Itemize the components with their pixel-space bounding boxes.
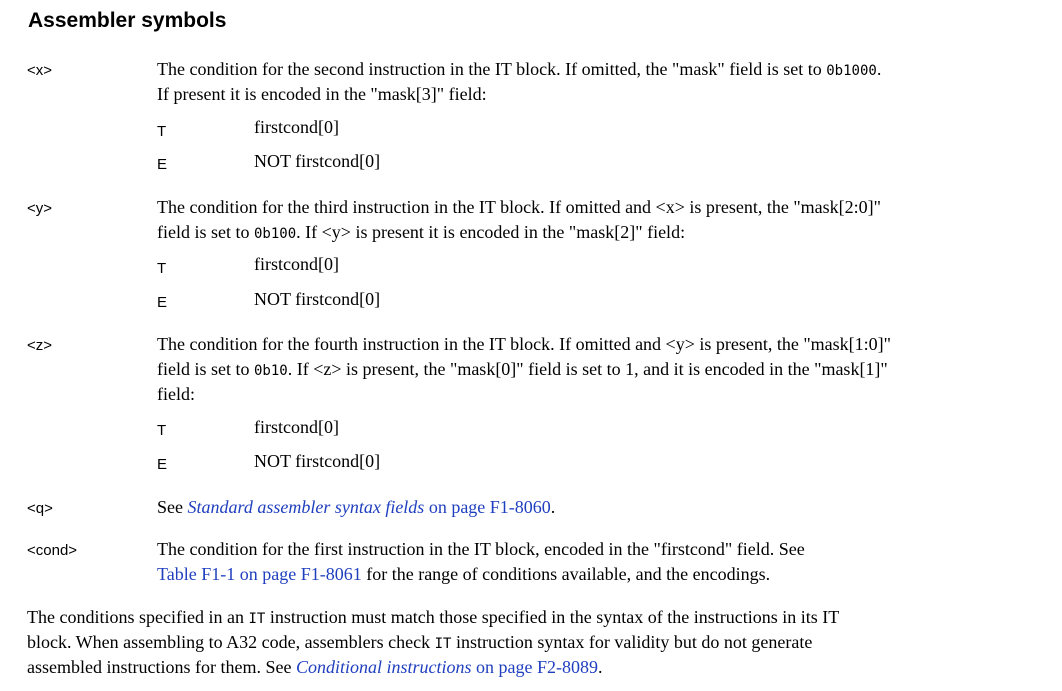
symbol-z-name: <z> <box>27 337 53 354</box>
symbol-x-name: <x> <box>27 62 53 79</box>
symbol-x-e-letter: E <box>157 156 168 173</box>
symbol-cond-name: <cond> <box>27 542 78 559</box>
symbol-z-desc-line1: The condition for the fourth instruction in the IT block. If omitted and <y> is present, the "mask[1:0]" <box>157 334 892 354</box>
symbol-x-desc-line2: If present it is encoded in the "mask[3]" field: <box>157 84 487 104</box>
symbol-z-t-value: firstcond[0] <box>254 417 339 437</box>
code-literal: 0b100 <box>254 226 297 242</box>
symbol-y-e-value: NOT firstcond[0] <box>254 289 381 309</box>
code-literal: IT <box>434 636 452 652</box>
paragraph-line2: block. When assembling to A32 code, assemblers check IT instruction syntax for validity but do not generate <box>27 632 813 652</box>
standard-syntax-fields-link[interactable]: Standard assembler syntax fields <box>187 497 425 517</box>
symbol-q-name: <q> <box>27 500 53 517</box>
code-literal: IT <box>248 611 266 627</box>
symbol-x-t-letter: T <box>157 123 167 140</box>
symbol-y-e-letter: E <box>157 294 168 311</box>
symbol-x-t-value: firstcond[0] <box>254 117 339 137</box>
conditional-instructions-page-link[interactable]: on page F2-8089 <box>471 657 598 677</box>
symbol-y-desc-line2: field is set to 0b100. If <y> is present it is encoded in the "mask[2]" field: <box>157 222 686 242</box>
code-literal: 0b10 <box>254 363 288 379</box>
section-heading: Assembler symbols <box>28 9 227 32</box>
symbol-y-t-letter: T <box>157 260 167 277</box>
paragraph-line3: assembled instructions for them. See Conditional instructions on page F2-8089. <box>27 657 603 677</box>
symbol-z-e-value: NOT firstcond[0] <box>254 451 381 471</box>
symbol-y-desc-line1: The condition for the third instruction in the IT block. If omitted and <x> is present, the "mask[2:0]" <box>157 197 882 217</box>
standard-syntax-fields-page-link[interactable]: on page F1-8060 <box>424 497 551 517</box>
symbol-cond-desc-line2: Table F1-1 on page F1-8061 for the range of conditions available, and the encodings. <box>157 564 771 584</box>
symbol-y-t-value: firstcond[0] <box>254 254 339 274</box>
symbol-z-desc-line3: field: <box>157 384 195 404</box>
symbol-x-desc-line1: The condition for the second instruction in the IT block. If omitted, the "mask" field is set to 0b1000. <box>157 59 882 79</box>
paragraph-line1: The conditions specified in an IT instruction must match those specified in the syntax of the instructions in its IT <box>27 607 840 627</box>
table-f1-1-link[interactable]: Table F1-1 on page F1-8061 <box>157 564 362 584</box>
symbol-x-e-value: NOT firstcond[0] <box>254 151 381 171</box>
conditional-instructions-link[interactable]: Conditional instructions <box>295 657 472 677</box>
code-literal: 0b1000 <box>826 63 877 79</box>
symbol-z-e-letter: E <box>157 456 168 473</box>
symbol-q-desc: See Standard assembler syntax fields on page F1-8060. <box>157 497 556 517</box>
symbol-y-name: <y> <box>27 200 53 217</box>
symbol-cond-desc-line1: The condition for the first instruction in the IT block, encoded in the "firstcond" field. See <box>157 539 805 559</box>
symbol-z-t-letter: T <box>157 422 167 439</box>
symbol-z-desc-line2: field is set to 0b10. If <z> is present, the "mask[0]" field is set to 1, and it is encoded in the "mask[1]" <box>157 359 888 379</box>
